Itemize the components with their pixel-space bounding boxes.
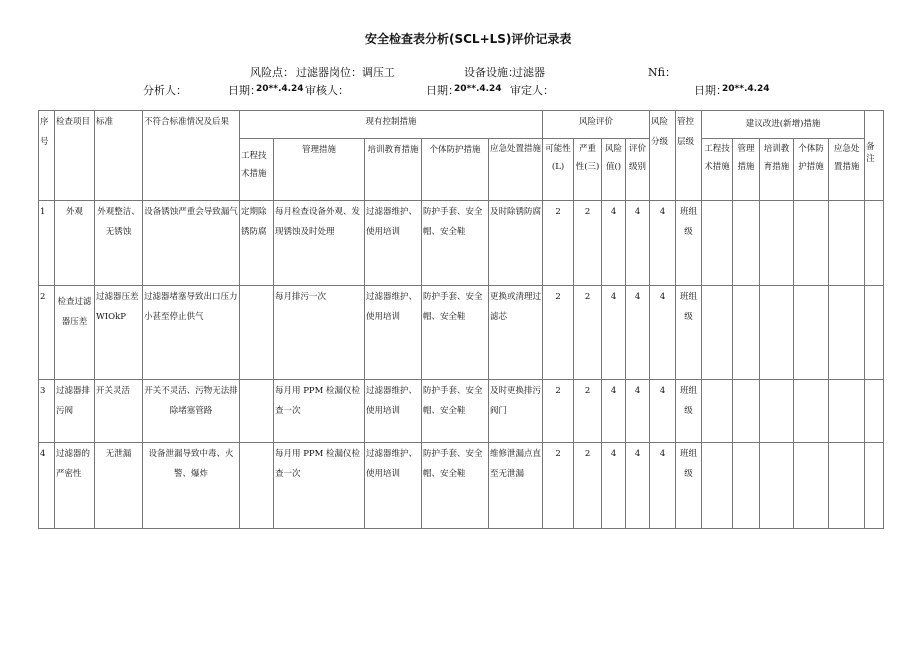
row-risk-value: 4 <box>602 286 626 380</box>
row-standard: 过滤器压差 WIOkP <box>95 286 143 380</box>
row-s-engineering <box>702 380 733 443</box>
row-risk-grade: 4 <box>650 380 676 443</box>
row-s-emergency <box>829 201 865 286</box>
header-s-management: 管理措施 <box>733 139 760 201</box>
header-eval-level: 评价级别 <box>626 139 650 201</box>
table-row <box>39 443 884 529</box>
row-severity: 2 <box>574 443 602 529</box>
row-training: 过滤器维护、使用培训 <box>365 380 422 443</box>
header-suggest: 建议改进(新增)措施 <box>702 111 865 139</box>
row-remark <box>865 380 884 443</box>
row-s-training <box>760 443 794 529</box>
row-s-ppe <box>794 201 829 286</box>
row-control-level: 班组级 <box>676 201 702 286</box>
row-seq: 3 <box>39 380 55 443</box>
row-eval-level: 4 <box>626 286 650 380</box>
header-s-ppe: 个体防护措施 <box>794 139 829 201</box>
table-row <box>39 286 884 380</box>
row-s-engineering <box>702 443 733 529</box>
row-remark <box>865 443 884 529</box>
row-s-training <box>760 380 794 443</box>
row-risk-value: 4 <box>602 443 626 529</box>
row-seq: 1 <box>39 201 55 286</box>
date1-label: 日期： <box>228 84 261 97</box>
row-control-level: 班组级 <box>676 286 702 380</box>
row-ppe: 防护手套、安全帽、安全鞋 <box>422 443 489 529</box>
row-item: 过滤器排污阀 <box>55 380 95 443</box>
date1-value: 20**.4.24 <box>256 84 304 94</box>
row-management: 每月排污一次 <box>274 286 365 380</box>
row-risk-grade: 4 <box>650 286 676 380</box>
row-risk-grade: 4 <box>650 443 676 529</box>
row-engineering <box>240 443 274 529</box>
row-eval-level: 4 <box>626 380 650 443</box>
row-ppe: 防护手套、安全帽、安全鞋 <box>422 380 489 443</box>
row-severity: 2 <box>574 380 602 443</box>
evaluation-table <box>38 110 884 529</box>
analyst-label: 分析人： <box>143 84 187 97</box>
page-title: 安全检查表分析(SCL+LS)评价记录表 <box>365 32 572 46</box>
header-risk-grade: 风险分级 <box>650 111 676 201</box>
row-training: 过滤器维护、使用培训 <box>365 201 422 286</box>
header-emergency: 应急处置措施 <box>489 139 543 201</box>
row-s-management <box>733 380 760 443</box>
row-engineering <box>240 286 274 380</box>
approver-label: 审定人： <box>510 84 554 97</box>
header-s-engineering: 工程技术措施 <box>702 139 733 201</box>
row-likelihood: 2 <box>543 201 574 286</box>
row-s-emergency <box>829 286 865 380</box>
row-standard: 开关灵活 <box>95 380 143 443</box>
row-likelihood: 2 <box>543 380 574 443</box>
row-s-engineering <box>702 201 733 286</box>
row-training: 过滤器维护、使用培训 <box>365 286 422 380</box>
row-s-ppe <box>794 286 829 380</box>
date2-label: 日期： <box>426 84 459 97</box>
header-management: 管理措施 <box>274 139 365 201</box>
row-emergency: 及时除锈防腐 <box>489 201 543 286</box>
row-risk-value: 4 <box>602 201 626 286</box>
header-ppe: 个体防护措施 <box>422 139 489 201</box>
row-s-training <box>760 286 794 380</box>
header-s-emergency: 应急处置措施 <box>829 139 865 201</box>
date2-value: 20**.4.24 <box>454 84 502 94</box>
header-engineering: 工程技术措施 <box>240 139 274 201</box>
row-remark <box>865 286 884 380</box>
row-remark <box>865 201 884 286</box>
header-standard: 标准 <box>95 111 143 201</box>
row-item: 外观 <box>55 201 95 286</box>
header-likelihood: 可能性(L) <box>543 139 574 201</box>
table-row <box>39 380 884 443</box>
row-management: 每月检查设备外观、发现锈蚀及时处理 <box>274 201 365 286</box>
row-s-management <box>733 286 760 380</box>
row-ppe: 防护手套、安全帽、安全鞋 <box>422 201 489 286</box>
row-engineering: 定期除锈防腐 <box>240 201 274 286</box>
row-nonconform: 设备锈蚀严重会导致漏气 <box>143 201 240 286</box>
row-eval-level: 4 <box>626 201 650 286</box>
row-management: 每月用 PPM 检漏仪检查一次 <box>274 380 365 443</box>
row-s-emergency <box>829 380 865 443</box>
row-nonconform: 过滤器堵塞导致出口压力小甚至停止供气 <box>143 286 240 380</box>
row-ppe: 防护手套、安全帽、安全鞋 <box>422 286 489 380</box>
row-s-engineering <box>702 286 733 380</box>
header-seq: 序号 <box>39 111 55 201</box>
risk-point-value: 过滤器岗位：调压工 <box>296 66 395 79</box>
row-nonconform: 开关不灵活、污物无法排除堵塞管路 <box>143 380 240 443</box>
row-emergency: 维修泄漏点直至无泄漏 <box>489 443 543 529</box>
row-management: 每月用 PPM 检漏仪检查一次 <box>274 443 365 529</box>
date3-label: 日期： <box>694 84 727 97</box>
row-emergency: 更换或清理过滤芯 <box>489 286 543 380</box>
row-s-management <box>733 201 760 286</box>
row-standard: 无泄漏 <box>95 443 143 529</box>
header-risk-eval: 风险评价 <box>543 111 650 139</box>
row-s-training <box>760 201 794 286</box>
risk-point-label: 风险点： <box>250 66 294 79</box>
row-nonconform: 设备泄漏导致中毒、火警、爆炸 <box>143 443 240 529</box>
row-item: 过滤器的严密性 <box>55 443 95 529</box>
header-remark: 备注 <box>865 111 884 201</box>
date3-value: 20**.4.24 <box>722 84 770 94</box>
reviewer-label: 审核人： <box>305 84 349 97</box>
row-likelihood: 2 <box>543 286 574 380</box>
equipment-label: 设备设施： <box>464 66 519 79</box>
header-nonconform: 不符合标准情况及后果 <box>143 111 240 201</box>
row-seq: 2 <box>39 286 55 380</box>
row-training: 过滤器维护、使用培训 <box>365 443 422 529</box>
header-current-controls: 现有控制措施 <box>240 111 543 139</box>
row-eval-level: 4 <box>626 443 650 529</box>
equipment-value: 过滤器 <box>512 66 545 79</box>
row-severity: 2 <box>574 201 602 286</box>
row-engineering <box>240 380 274 443</box>
row-s-ppe <box>794 380 829 443</box>
row-risk-grade: 4 <box>650 201 676 286</box>
row-standard: 外观整洁、无锈蚀 <box>95 201 143 286</box>
row-s-ppe <box>794 443 829 529</box>
row-severity: 2 <box>574 286 602 380</box>
header-severity: 严重性(三) <box>574 139 602 201</box>
row-risk-value: 4 <box>602 380 626 443</box>
row-s-management <box>733 443 760 529</box>
table-row <box>39 201 884 286</box>
no-label: Nfi： <box>648 66 676 79</box>
header-s-training: 培训教育措施 <box>760 139 794 201</box>
header-control-level: 管控层级 <box>676 111 702 201</box>
header-risk-value: 风险值() <box>602 139 626 201</box>
row-control-level: 班组级 <box>676 443 702 529</box>
header-item: 检查项目 <box>55 111 95 201</box>
row-control-level: 班组级 <box>676 380 702 443</box>
row-item: 检查过滤器压差 <box>55 286 95 380</box>
row-likelihood: 2 <box>543 443 574 529</box>
row-s-emergency <box>829 443 865 529</box>
row-emergency: 及时更换排污阀门 <box>489 380 543 443</box>
row-seq: 4 <box>39 443 55 529</box>
header-training: 培训教育措施 <box>365 139 422 201</box>
